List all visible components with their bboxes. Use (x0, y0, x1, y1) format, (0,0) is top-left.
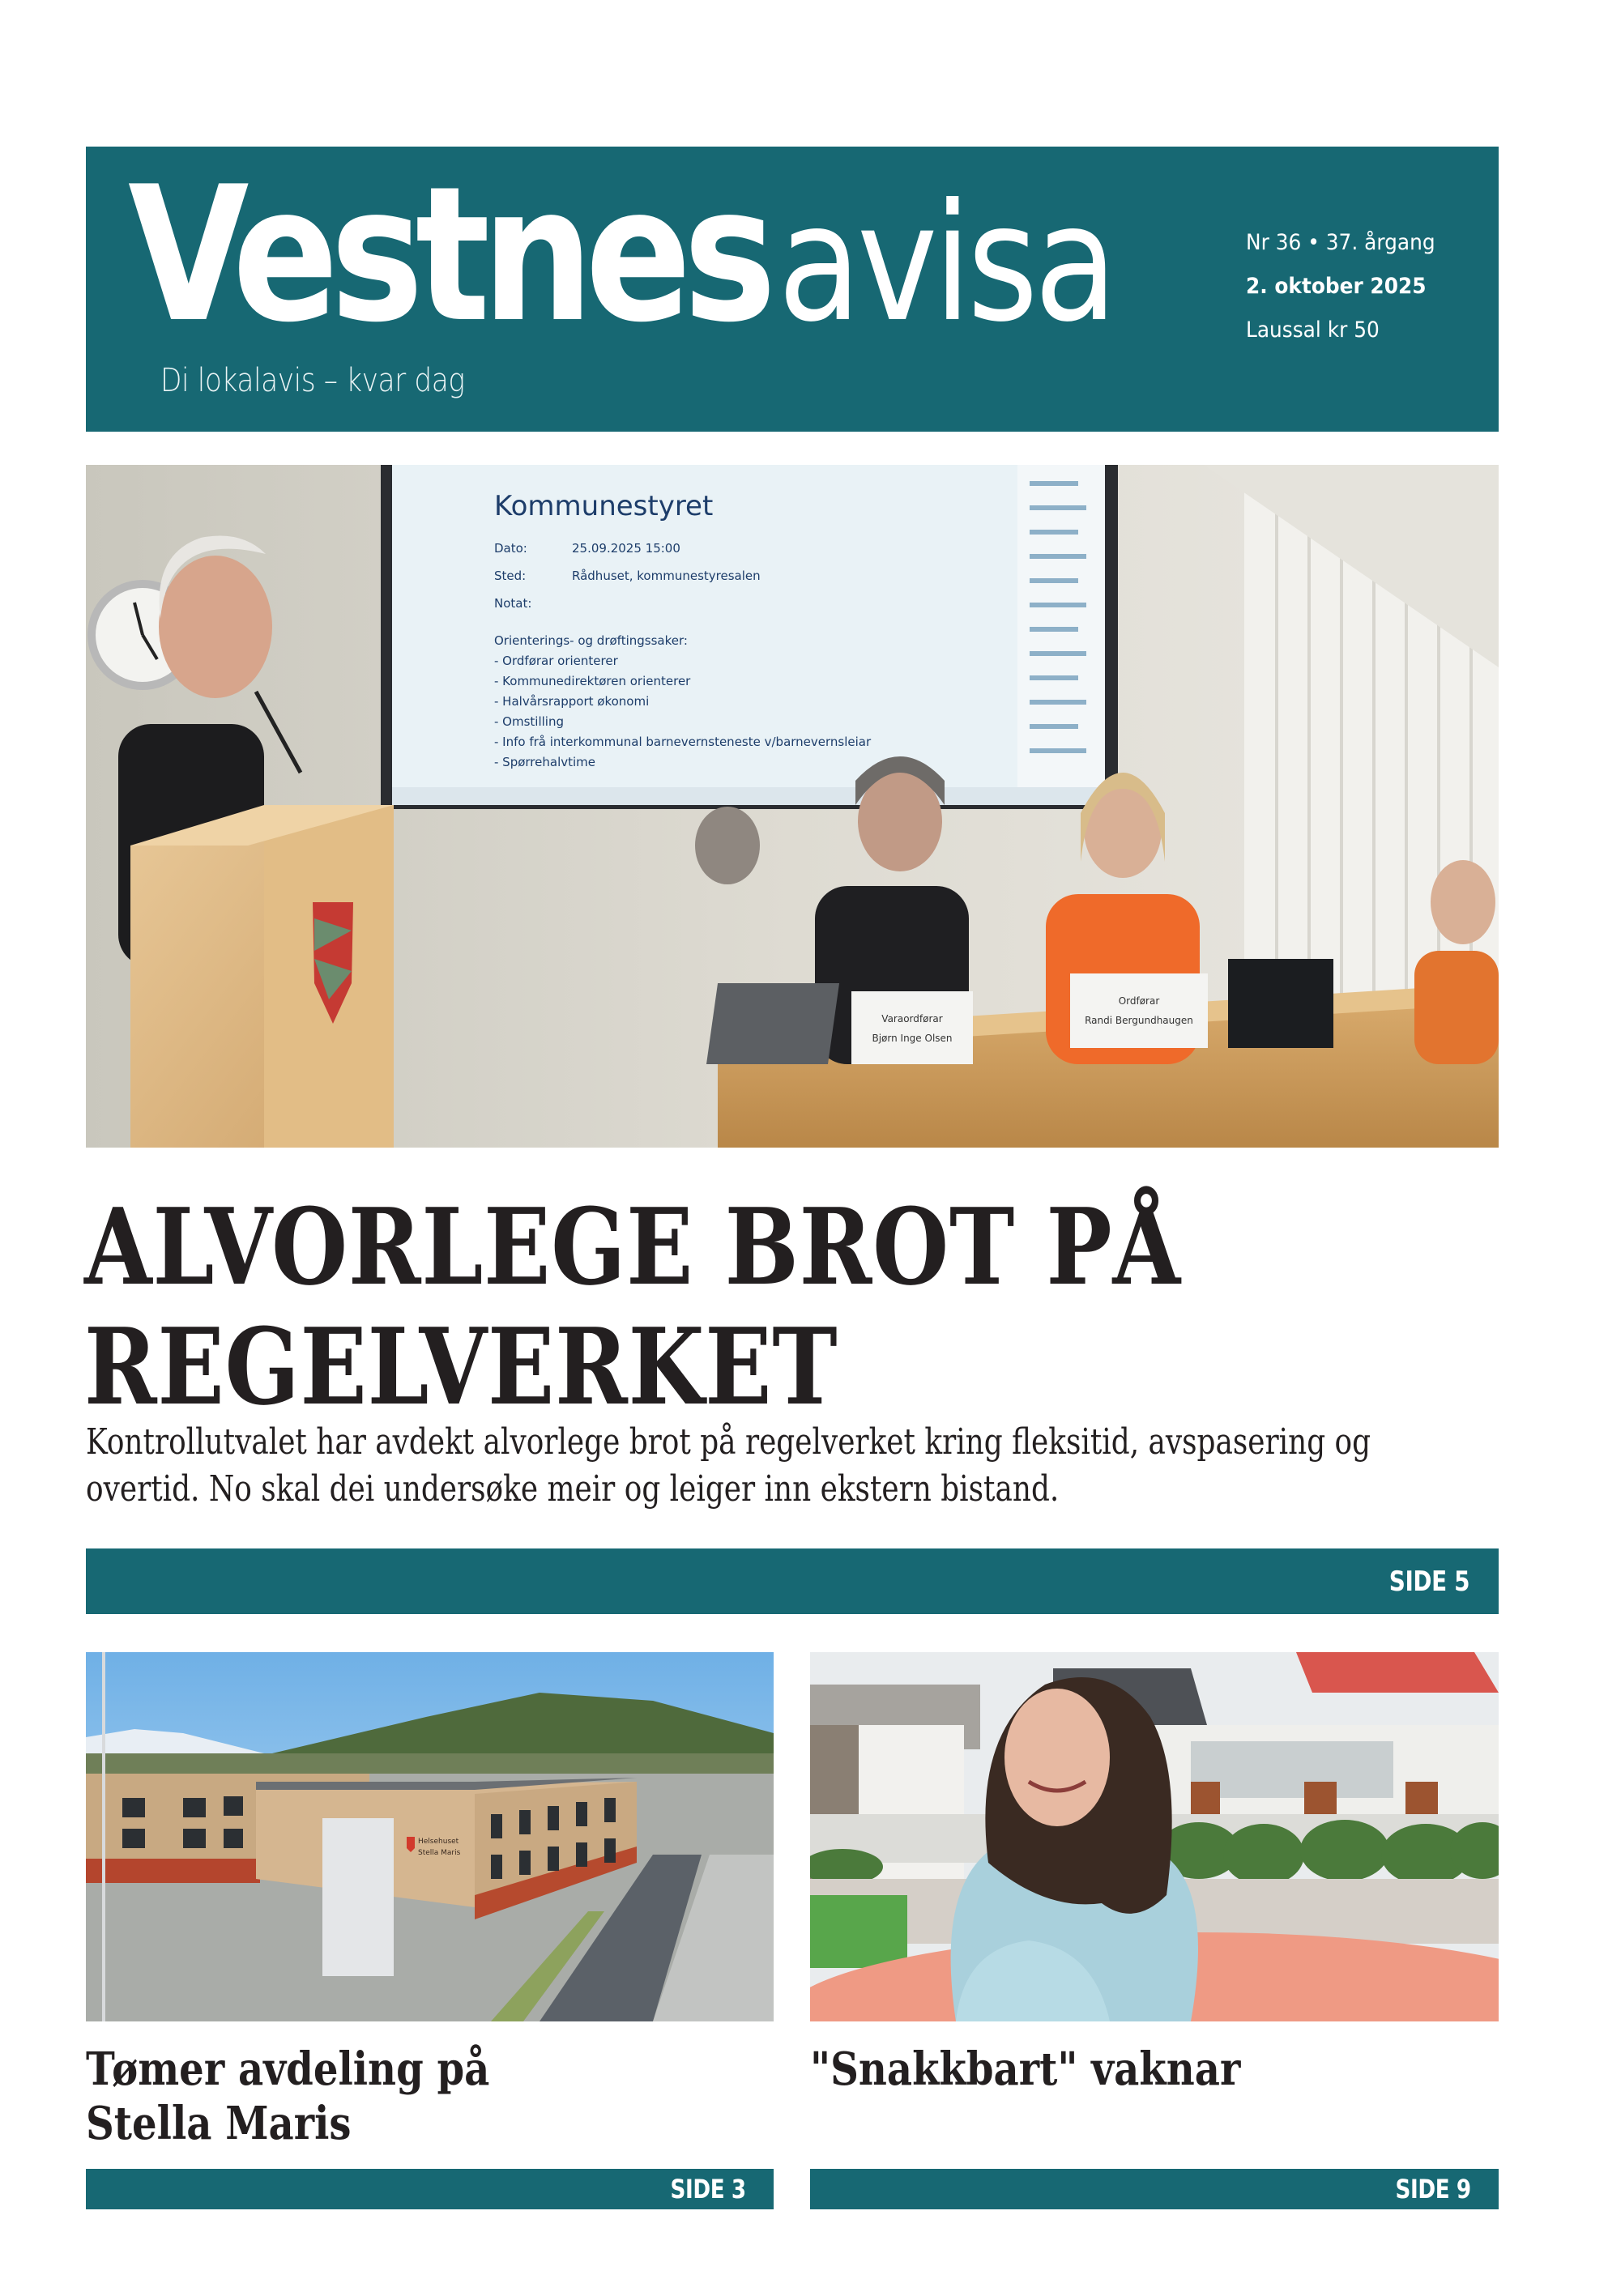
teaser-headline-snakkbart[interactable] (810, 2043, 1507, 2097)
teaser-headline-stella-maris[interactable] (86, 2043, 783, 2151)
screen-agenda-2: - Kommunedirektøren orienterer (494, 674, 691, 688)
nameplate-deputy-mayor (851, 991, 973, 1064)
issue-info (1246, 221, 1452, 352)
nameplate-role-1: Ordførar (1118, 995, 1160, 1007)
lead-page-ref[interactable] (86, 1548, 1499, 1614)
logo-avisa: avisa (778, 169, 1114, 358)
issue-number: Nr 36 • 37. årgang (1246, 230, 1435, 255)
screen-value-date: 25.09.2025 15:00 (572, 541, 680, 556)
newspaper-logo[interactable] (128, 147, 1114, 365)
teaser-page-ref-right[interactable] (810, 2169, 1499, 2209)
logo-vestnes: Vestnes (128, 147, 769, 364)
teaser-headline-line1: "Snakkbart" vaknar (810, 2043, 1241, 2096)
screen-label-place: Sted: (494, 569, 527, 583)
nameplate-name-1: Randi Bergundhaugen (1085, 1015, 1193, 1026)
screen-agenda-3: - Halvårsrapport økonomi (494, 694, 650, 709)
nameplate-name-0: Bjørn Inge Olsen (872, 1033, 953, 1044)
stairwell-tower (322, 1818, 394, 1976)
screen-value-place: Rådhuset, kommunestyresalen (572, 569, 761, 583)
building-sign-line2: Stella Maris (418, 1849, 461, 1857)
screen-agenda-4: - Omstilling (494, 714, 564, 729)
nameplate-role-0: Varaordførar (881, 1013, 943, 1024)
tagline: Di lokalavis – kvar dag (160, 362, 465, 399)
issue-date: 2. oktober 2025 (1246, 274, 1427, 299)
nameplate-mayor (1070, 973, 1208, 1048)
lead-page-ref-label: SIDE 5 (1388, 1565, 1469, 1598)
teaser-photo-snakkbart[interactable] (810, 1652, 1499, 2021)
health-center-building-photo (86, 1652, 774, 2021)
teaser-page-ref-right-label: SIDE 9 (1395, 2174, 1471, 2204)
screen-agenda-0: Orienterings- og drøftingssaker: (494, 633, 688, 648)
lead-lede: Kontrollutvalet har avdekt alvorlege brot på regelverket kring fleksitid, avspasering og overtid. No skal dei undersøke meir og leiger inn ekstern bistand. (86, 1421, 1371, 1510)
woman-portrait-photo (810, 1652, 1499, 2021)
screen-agenda-5: - Info frå interkommunal barnevernsteneste v/barnevernsleiar (494, 735, 872, 749)
screen-agenda-6: - Spørrehalvtime (494, 755, 596, 769)
screen-label-date: Dato: (494, 541, 527, 556)
podium (130, 805, 394, 1148)
teaser-headline-line1: Tømer avdeling på (86, 2043, 490, 2096)
issue-price: Laussal kr 50 (1246, 317, 1380, 343)
council-meeting-photo (86, 465, 1499, 1148)
building-sign-line1: Helsehuset (418, 1838, 459, 1846)
lead-headline-line2: REGELVERKET (84, 1305, 838, 1429)
teaser-headline-line2: Stella Maris (86, 2097, 352, 2150)
masthead (86, 147, 1499, 432)
teaser-photo-stella-maris[interactable] (86, 1652, 774, 2021)
lead-headline[interactable] (84, 1187, 1496, 1427)
lead-photo[interactable] (86, 465, 1499, 1148)
teaser-page-ref-left[interactable] (86, 2169, 774, 2209)
screen-title: Kommunestyret (494, 490, 714, 522)
screen-agenda-1: - Ordførar orienterer (494, 654, 618, 668)
lead-headline-line1: ALVORLEGE BROT PÅ (84, 1185, 1182, 1309)
screen-label-note: Notat: (494, 596, 532, 611)
teaser-page-ref-left-label: SIDE 3 (670, 2174, 746, 2204)
